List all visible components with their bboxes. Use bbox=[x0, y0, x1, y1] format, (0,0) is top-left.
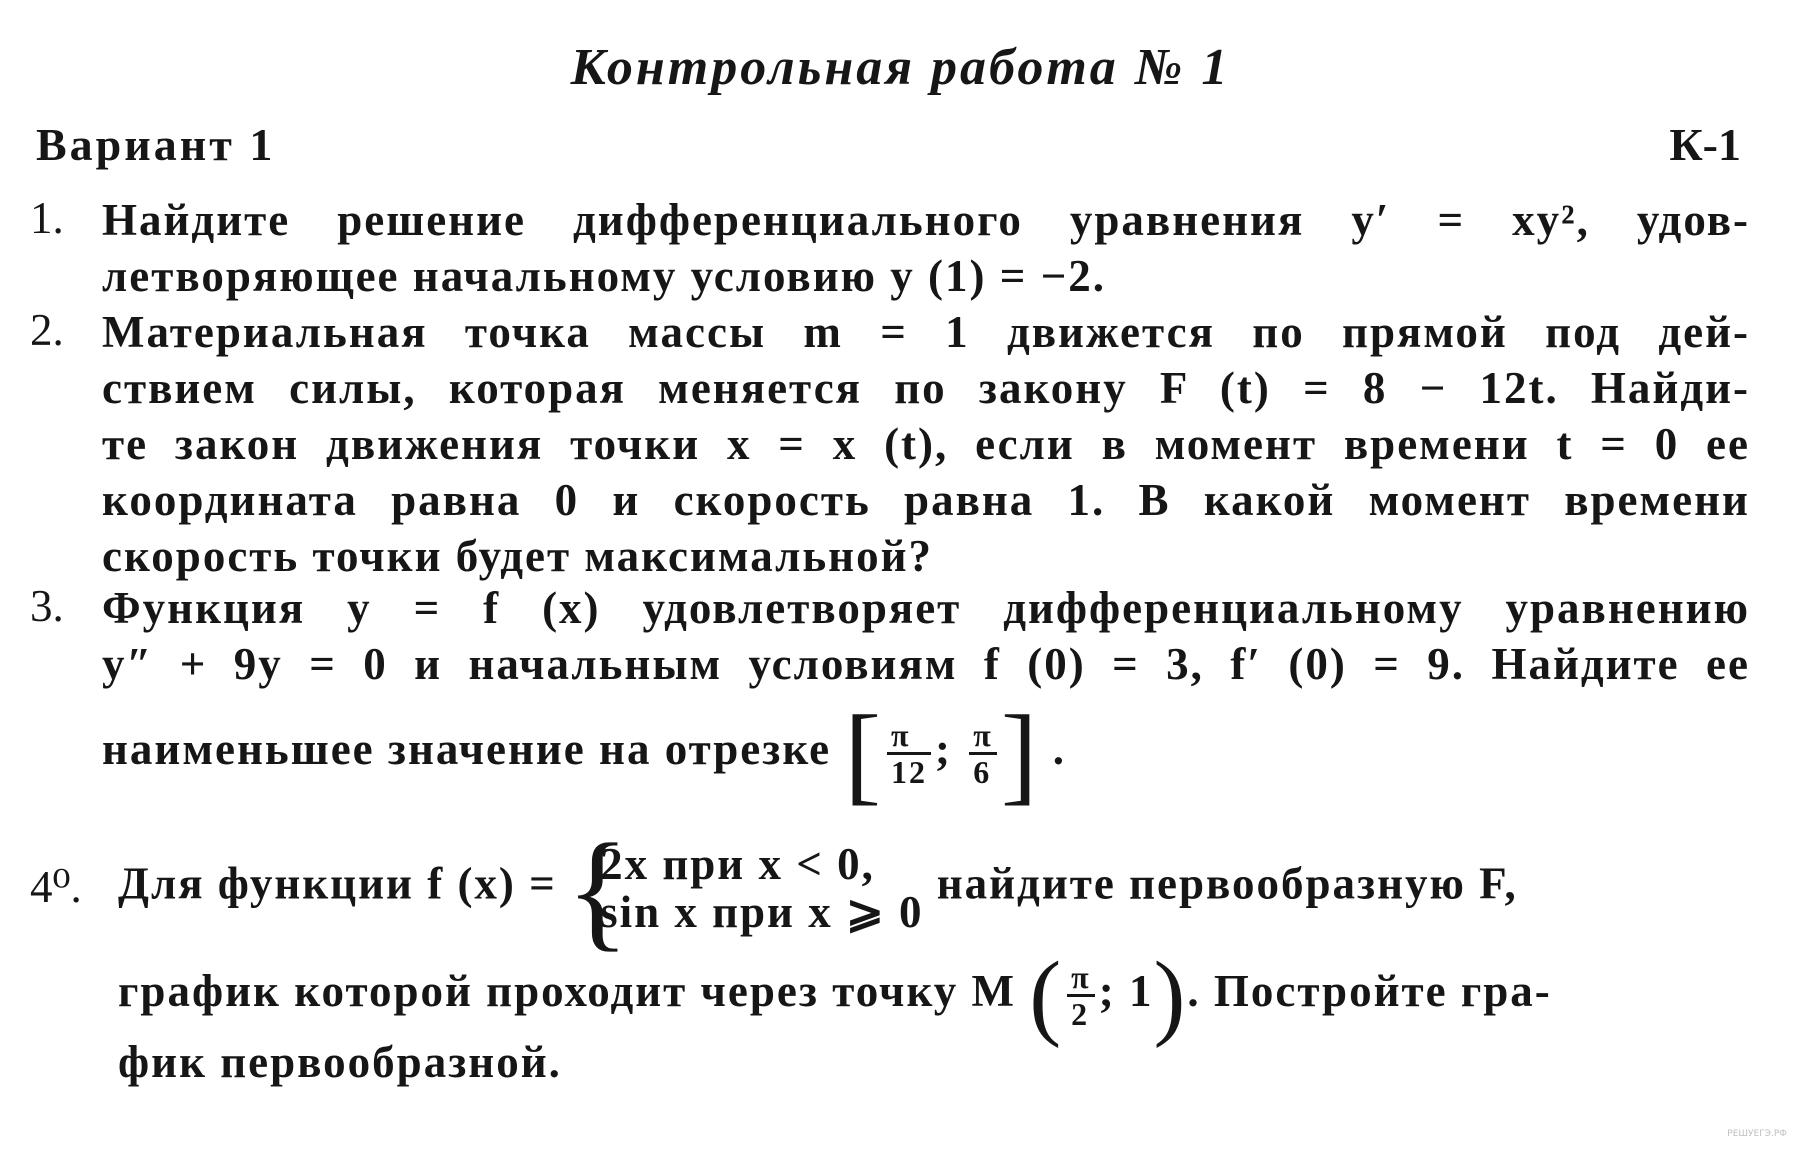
fraction bbox=[969, 718, 997, 789]
fraction-numerator: π bbox=[887, 718, 931, 755]
case-1: 2x при x < 0, bbox=[600, 839, 875, 889]
fraction bbox=[887, 718, 931, 789]
page-title: Контрольная работа № 1 bbox=[570, 39, 1231, 96]
problem-line: координата равна 0 и скорость равна 1. В какой момент времени bbox=[102, 475, 1750, 525]
period: . bbox=[1052, 723, 1066, 774]
paren-left-glyph: ( bbox=[1029, 941, 1064, 1049]
problem-text: найдите первообразную F, bbox=[936, 858, 1518, 909]
piecewise-cases bbox=[566, 816, 924, 963]
problem-line: Функция y = f (x) удовлетворяет дифференциальному уравнению bbox=[102, 583, 1750, 633]
problem-line: летворяющее начальному условию y (1) = −2. bbox=[102, 251, 1107, 301]
point-rest: ; 1 bbox=[1098, 966, 1154, 1016]
paren-right-glyph: ) bbox=[1153, 941, 1188, 1049]
problem-line: фик первообразной. bbox=[118, 1037, 562, 1088]
bracket-left-glyph: [ bbox=[844, 692, 884, 815]
problem-line: Найдите решение дифференциального уравнения y′ = xy², удов- bbox=[102, 195, 1750, 245]
variant-code: К-1 bbox=[1669, 119, 1741, 170]
variant-label: Вариант 1 bbox=[36, 119, 276, 170]
problem-3 bbox=[30, 580, 1750, 815]
separator: ; bbox=[935, 723, 953, 774]
problem-line: y″ + 9y = 0 и начальным условиям f (0) = 3, f′ (0) = 9. Найдите ее bbox=[102, 639, 1750, 689]
problem-1 bbox=[30, 192, 1750, 304]
problem-text: Для функции f (x) = bbox=[118, 858, 557, 909]
problem-number: 3. bbox=[30, 581, 64, 631]
fraction bbox=[1067, 960, 1095, 1031]
problem-line: скорость точки будет максимальной? bbox=[102, 531, 934, 581]
problem-number: 2. bbox=[30, 305, 64, 355]
fraction-numerator: π bbox=[1067, 960, 1095, 997]
watermark: РЕШУЕГЭ.РФ bbox=[1727, 1129, 1787, 1139]
fraction-denominator: 6 bbox=[973, 754, 992, 790]
case-2: sin x при x ⩾ 0 bbox=[600, 887, 924, 937]
problem-line: ствием силы, которая меняется по закону F (t) = 8 − 12t. Найди- bbox=[102, 363, 1750, 413]
problem-text: наименьшее значение на отрезке bbox=[102, 723, 832, 774]
problem-line bbox=[118, 816, 1750, 963]
fraction-denominator: 12 bbox=[891, 754, 928, 790]
problem-number: 4⁰. bbox=[30, 862, 82, 912]
bracket-right-glyph: ] bbox=[1000, 692, 1040, 815]
problem-number: 1. bbox=[30, 193, 64, 243]
problem-4 bbox=[30, 816, 1750, 1093]
problem-line: те закон движения точки x = x (t), если в момент времени t = 0 ее bbox=[102, 419, 1750, 469]
problem-line bbox=[102, 692, 1750, 815]
problem-line bbox=[118, 941, 1750, 1049]
problem-text: график которой проходит через точку M bbox=[118, 966, 1016, 1016]
fraction-denominator: 2 bbox=[1071, 996, 1090, 1033]
problem-2 bbox=[30, 304, 1750, 584]
brace-glyph: { bbox=[566, 816, 632, 963]
fraction-numerator: π bbox=[969, 718, 997, 755]
problem-text: . Постройте гра- bbox=[1187, 966, 1552, 1016]
problem-line: Материальная точка массы m = 1 движется по прямой под дей- bbox=[102, 307, 1750, 357]
